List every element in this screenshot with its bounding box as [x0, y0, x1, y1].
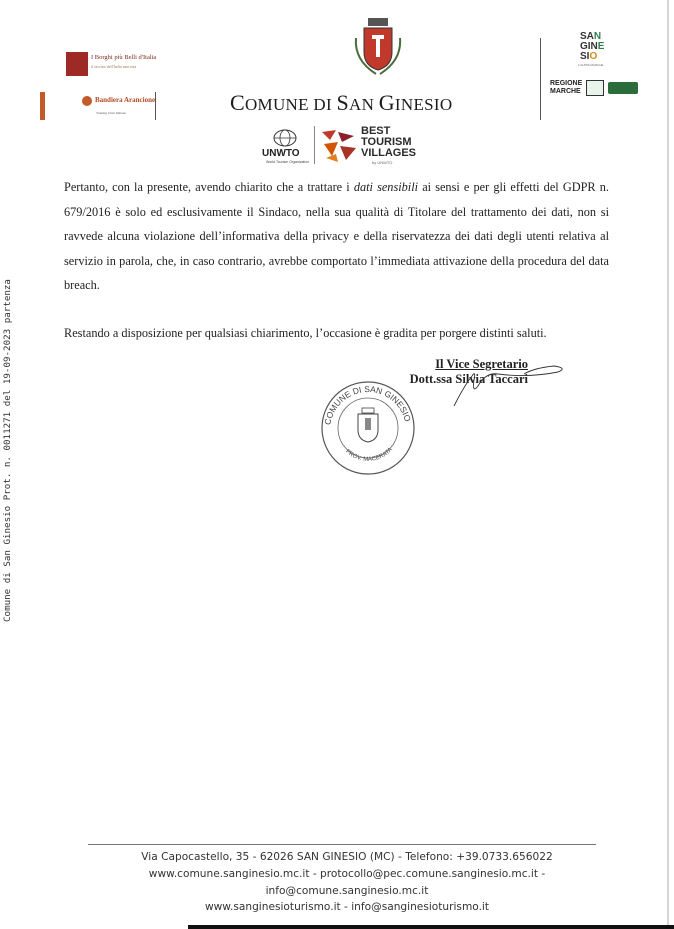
btv-divider [314, 126, 315, 164]
bandiera-icon [82, 96, 92, 106]
official-stamp-icon [318, 378, 418, 478]
borghi-logo [66, 52, 166, 76]
san-ginesio-subtitle: L'ALTRA MARCHE [578, 63, 604, 67]
header-divider-right [540, 38, 541, 120]
svg-text:COMUNE DI SAN GINESIO: COMUNE DI SAN GINESIO [322, 383, 413, 426]
protocol-side-text: Comune di San Ginesio Prot. n. 0011271 del 19-09-2023 partenza [2, 279, 13, 622]
handwritten-signature-icon [452, 358, 572, 408]
btv-by-label: by UNWTO [372, 160, 393, 165]
borghi-subtitle: il fascino dell'Italia nascosta [91, 64, 137, 69]
unwto-label: UNWTO [262, 148, 300, 159]
header-divider-left [155, 92, 156, 120]
san-ginesio-logo: SAN GINE SIO [580, 31, 605, 62]
paragraph-1: Pertanto, con la presente, avendo chiarito che a trattare i dati sensibili ai sensi e per gli effetti del GDPR n. 679/2016 è solo ed esclusivamente il Sindaco, nella sua qualità di Titolare del trattamento dei dati, non si ravvede alcuna violazione dell’informativa della privacy e della riservatezza dei dati degli utenti relativa al servizio in parola, che, in caso contrario, avrebbe comportato l’immediata attivazione della procedura del data breach. [64, 180, 609, 292]
footer-email: info@comune.sanginesio.mc.it [265, 884, 429, 897]
bandiera-label: Bandiera Arancione [95, 96, 156, 104]
best-tourism-villages-icon [320, 128, 358, 164]
signer-role: Il Vice Segretario [435, 357, 528, 371]
best-tourism-villages-text: BEST TOURISM VILLAGES [361, 125, 417, 159]
paragraph-2: Restando a disposizione per qualsiasi chiarimento, l’occasione è gradita per porgere distinti saluti. [64, 326, 547, 340]
footer [100, 849, 594, 916]
left-accent-bar [40, 92, 45, 120]
globe-icon [272, 128, 298, 148]
svg-text:PROV. MACERATA: PROV. MACERATA [344, 446, 394, 463]
comune-crest-icon [350, 18, 406, 82]
marche-emblem-icon [586, 80, 604, 96]
page-edge [667, 0, 669, 929]
footer-tourism: www.sanginesioturismo.it - info@sanginesioturismo.it [204, 901, 490, 914]
green-badge-icon [608, 82, 638, 94]
footer-address: Via Capocastello, 35 - 62026 SAN GINESIO (MC) - Telefono: +39.0733.656022 [141, 851, 553, 863]
footer-websites: www.comune.sanginesio.mc.it - protocollo@pec.comune.sanginesio.mc.it - [148, 867, 546, 880]
unwto-subtitle: World Tourism Organization [266, 160, 310, 164]
borghi-emblem [66, 52, 88, 76]
regione-marche-label: REGIONE MARCHE [550, 80, 583, 95]
comune-title: COMUNE DI SAN GINESIO [230, 90, 453, 115]
bandiera-subtitle: Touring Club Italiano [96, 111, 127, 115]
bottom-bar [188, 925, 674, 929]
footer-divider [88, 844, 596, 845]
borghi-title: I Borghi più Belli d'Italia [91, 54, 157, 61]
signer-name: Dott.ssa Silvia Taccari [409, 372, 528, 386]
